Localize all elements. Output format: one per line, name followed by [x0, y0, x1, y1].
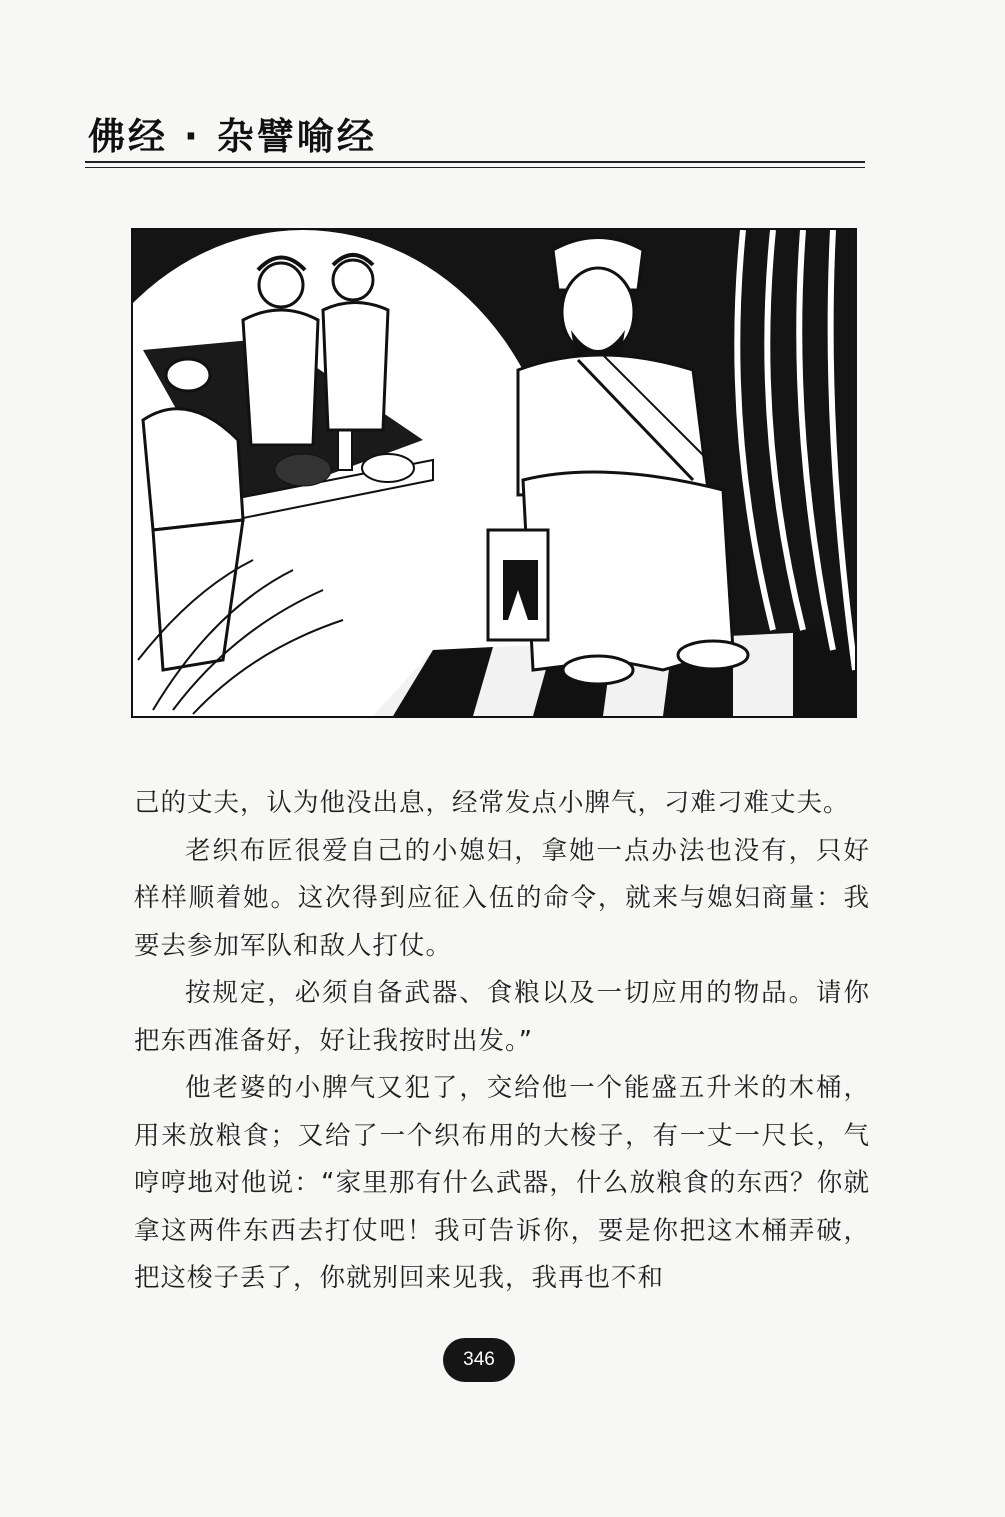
woodcut-illustration: [131, 228, 857, 718]
paragraph-1: 己的丈夫，认为他没出息，经常发点小脾气，刁难刁难丈夫。: [134, 788, 850, 818]
paragraph-3: 按规定，必须自备武器、食粮以及一切应用的物品。请你把东西准备好，好让我按时出发。”: [134, 978, 870, 1056]
header-rule-thick: [85, 161, 865, 163]
paragraph-2: 老织布匠很爱自己的小媳妇，拿她一点办法也没有，只好样样顺着她。这次得到应征入伍的命令，就来与媳妇商量：我要去参加军队和敌人打仗。: [134, 835, 870, 961]
page-number-badge: 346: [443, 1338, 515, 1382]
paragraph-4: 他老婆的小脾气又犯了，交给他一个能盛五升米的木桶，用来放粮食；又给了一个织布用的大梭子，有一丈一尺长，气哼哼地对他说：“家里那有什么武器，什么放粮食的东西？你就拿这两件东西去打仗吧！我可告诉你，要是你把这木桶弄破，把这梭子丢了，你就别回来见我，我再也不和: [134, 1073, 870, 1293]
header-rule-thin: [85, 167, 865, 168]
body-text: [134, 780, 870, 1303]
running-header-title: 佛经 · 杂譬喻经: [88, 115, 377, 158]
bench: [488, 530, 548, 640]
